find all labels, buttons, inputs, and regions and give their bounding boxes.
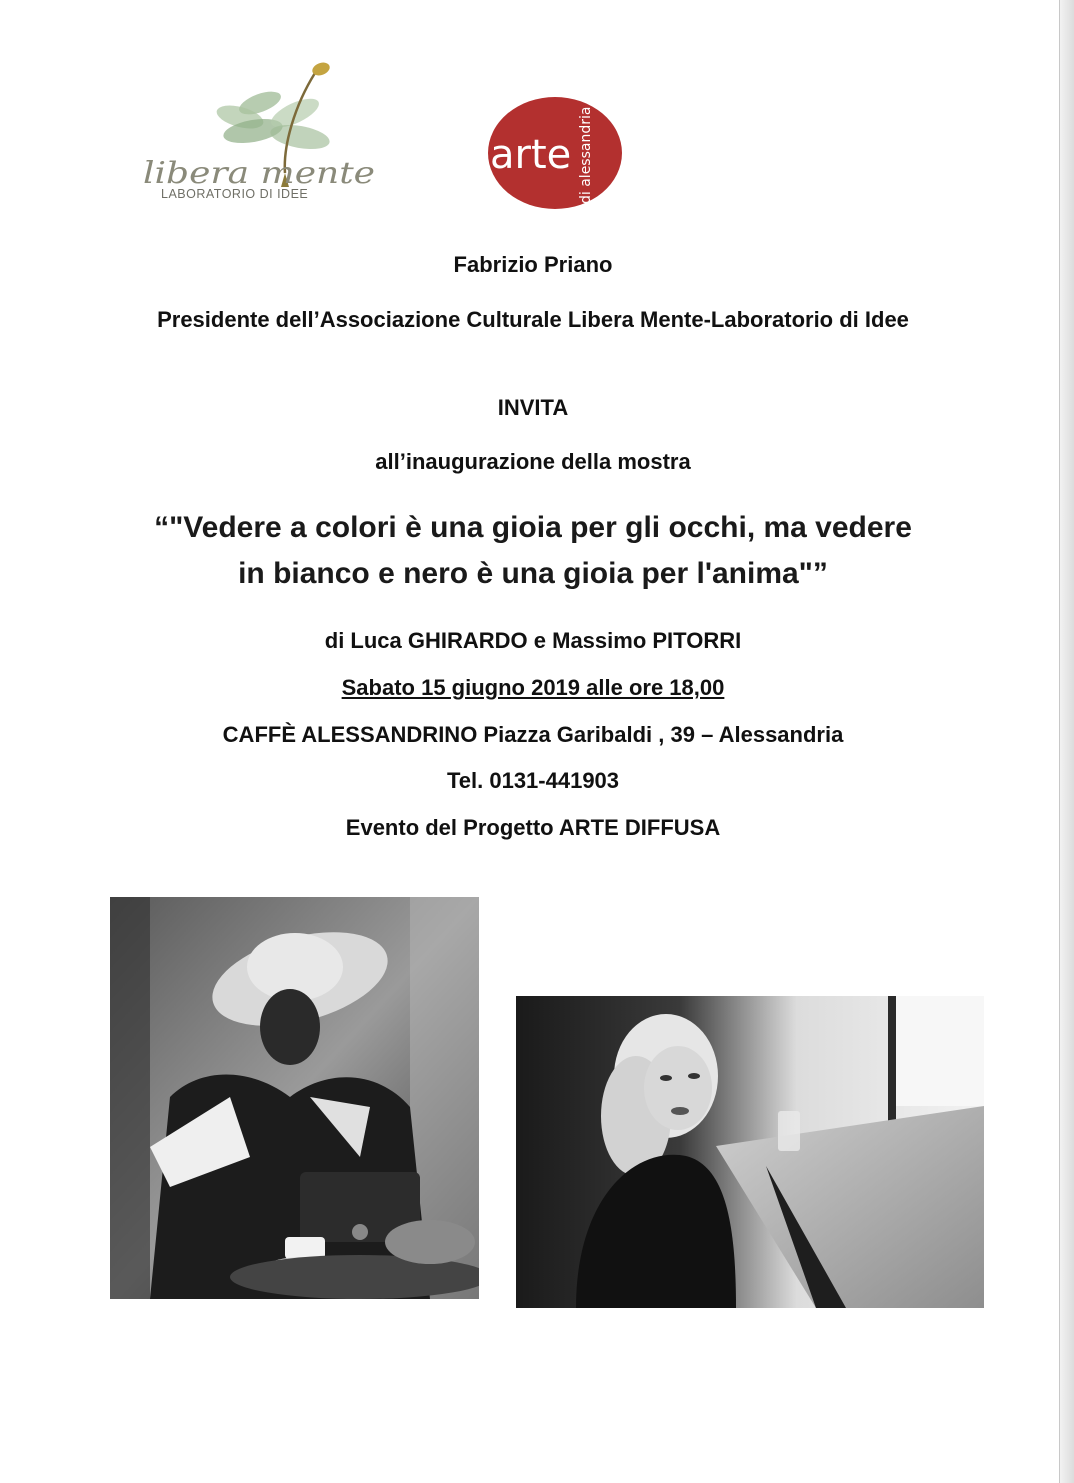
photo-woman-with-hat <box>110 897 479 1299</box>
exhibition-title-line2: in bianco e nero è una gioia per l'anima"” <box>238 557 828 590</box>
phone: Tel. 0131-441903 <box>446 768 620 793</box>
host-name: Fabrizio Priano <box>453 252 613 277</box>
venue: CAFFÈ ALESSANDRINO Piazza Garibaldi , 39 – Alessandria <box>222 722 844 747</box>
arte-logo-text: arte <box>490 132 572 178</box>
libera-mente-logo <box>135 55 385 205</box>
libera-mente-script: libera mente <box>143 156 375 191</box>
event-date: Sabato 15 giugno 2019 alle ore 18,00 <box>341 675 725 700</box>
invites-label: INVITA <box>497 395 569 420</box>
photo-blonde-woman <box>516 996 984 1308</box>
libera-mente-subtitle: LABORATORIO DI IDEE <box>161 187 309 201</box>
page-edge <box>1059 0 1074 1483</box>
exhibition-title-line1: “"Vedere a colori è una gioia per gli occhi, ma vedere <box>154 511 912 544</box>
host-role: Presidente dell’Associazione Culturale Libera Mente-Laboratorio di Idee <box>157 307 909 332</box>
arte-logo-subtitle: di alessandria <box>578 106 594 204</box>
project: Evento del Progetto ARTE DIFFUSA <box>345 815 721 840</box>
intro-text: all’inaugurazione della mostra <box>375 449 691 474</box>
arte-di-alessandria-logo <box>486 96 624 210</box>
authors: di Luca GHIRARDO e Massimo PITORRI <box>324 628 742 653</box>
